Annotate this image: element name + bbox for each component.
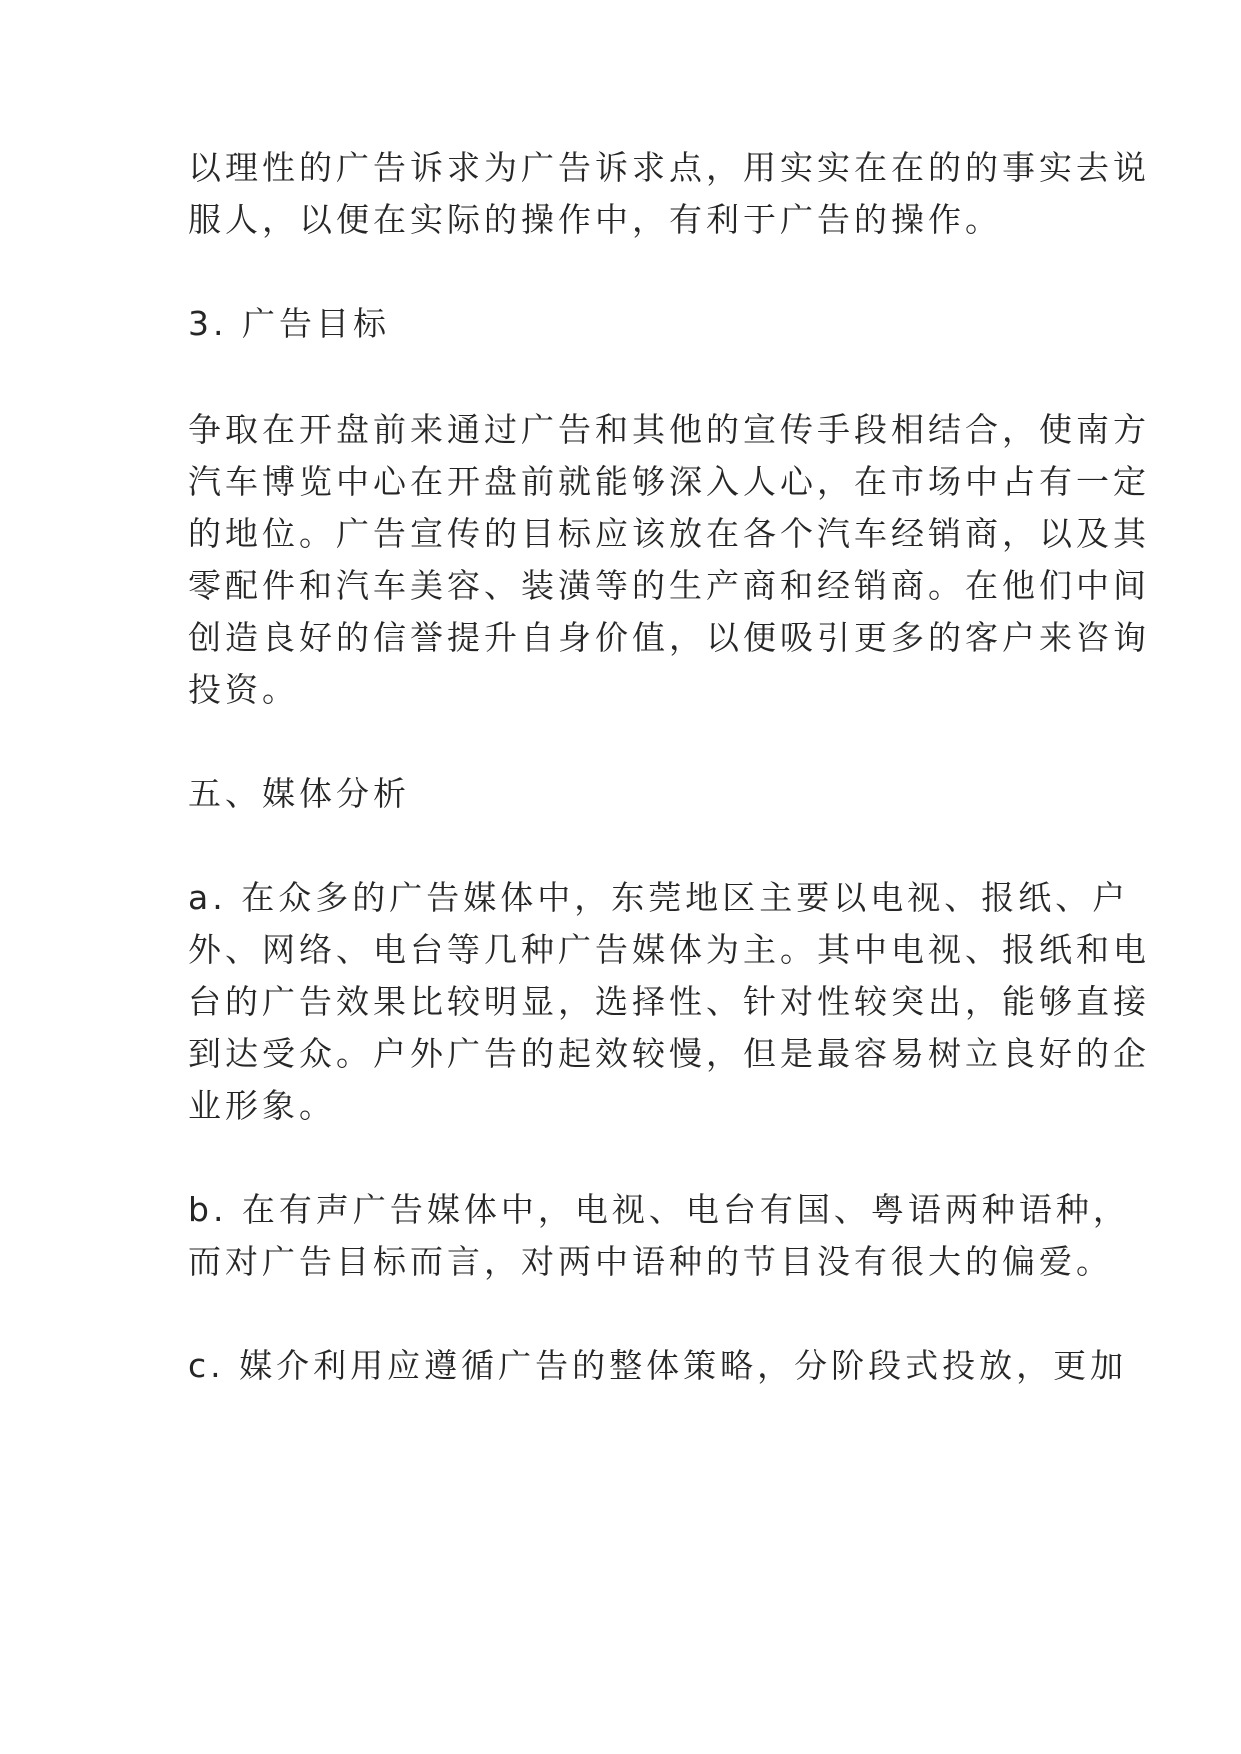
paragraph-line: 投资。	[188, 670, 299, 709]
list-item-line: a. 在众多的广告媒体中，东莞地区主要以电视、报纸、户	[188, 878, 1130, 917]
list-item-line: 业形象。	[188, 1086, 336, 1125]
paragraph-line: 汽车博览中心在开盘前就能够深入人心，在市场中占有一定	[188, 462, 1150, 501]
section-heading: 五、媒体分析	[188, 774, 410, 813]
paragraph-line: 零配件和汽车美容、装潢等的生产商和经销商。在他们中间	[188, 566, 1150, 605]
list-item-line: b. 在有声广告媒体中，电视、电台有国、粤语两种语种，	[188, 1190, 1130, 1229]
list-item-line: 外、网络、电台等几种广告媒体为主。其中电视、报纸和电	[188, 930, 1150, 969]
paragraph-line: 的地位。广告宣传的目标应该放在各个汽车经销商，以及其	[188, 514, 1150, 553]
list-item-line: 台的广告效果比较明显，选择性、针对性较突出，能够直接	[188, 982, 1150, 1021]
paragraph-line: 创造良好的信誉提升自身价值，以便吸引更多的客户来咨询	[188, 618, 1150, 657]
paragraph-line: 服人，以便在实际的操作中，有利于广告的操作。	[188, 200, 1002, 239]
section-heading: 3. 广告目标	[188, 304, 390, 343]
list-item-line: c. 媒介利用应遵循广告的整体策略，分阶段式投放，更加	[188, 1346, 1128, 1385]
list-item-line: 到达受众。户外广告的起效较慢，但是最容易树立良好的企	[188, 1034, 1150, 1073]
list-item-line: 而对广告目标而言，对两中语种的节目没有很大的偏爱。	[188, 1242, 1113, 1281]
paragraph-line: 以理性的广告诉求为广告诉求点，用实实在在的的事实去说	[188, 148, 1150, 187]
paragraph-line: 争取在开盘前来通过广告和其他的宣传手段相结合，使南方	[188, 410, 1150, 449]
